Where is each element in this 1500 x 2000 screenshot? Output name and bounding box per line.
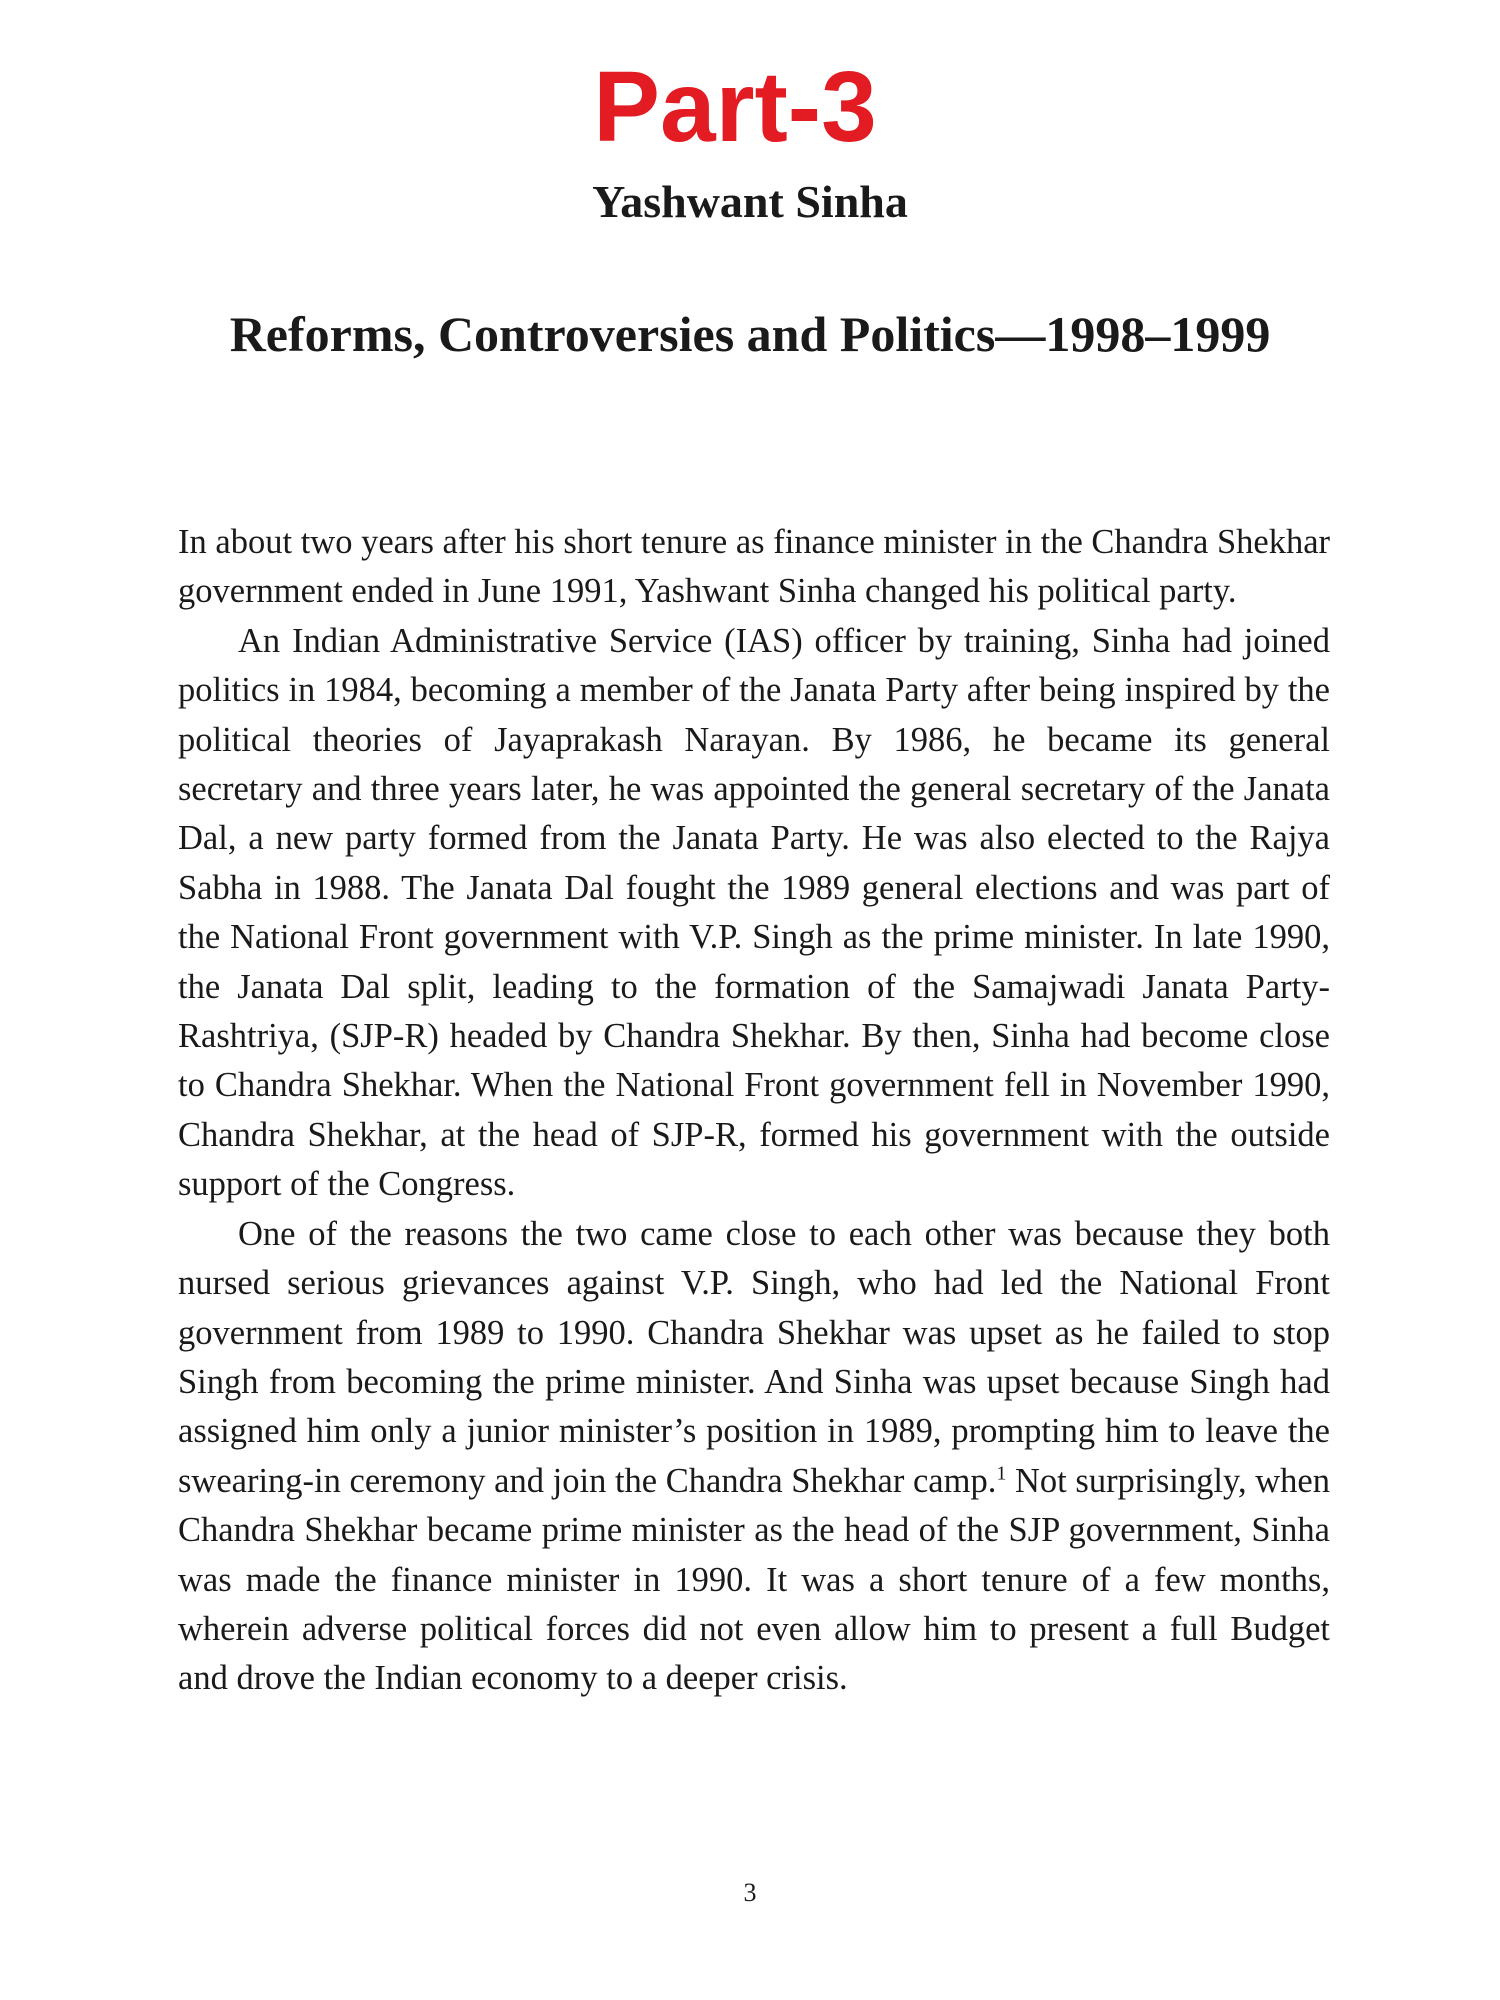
paragraph-3: [178, 1210, 1330, 1704]
paragraph-3-text-before-note: One of the reasons the two came close to each other was because they both nursed serious grievances against V.P. Singh, who had led the National Front government from 1989 to 1990. Chandra Shekhar was upset as he failed to stop Singh from becoming the prime minister. And Sinha was upset because Singh had assigned him only a junior minister’s position in 1989, prompting him to leave the swearing-in ceremony and join the Chandra Shekhar camp.: [178, 1214, 1330, 1500]
paragraph-2: An Indian Administrative Service (IAS) officer by training, Sinha had joined politics in 1984, becoming a member of the Janata Party after being inspired by the political theories of Jayaprakash Narayan. By 1986, he became its general secretary and three years later, he was appointed the general secretary of the Janata Dal, a new party formed from the Janata Party. He was also elected to the Rajya Sabha in 1988. The Janata Dal fought the 1989 general elections and was part of the National Front government with V.P. Singh as the prime minister. In late 1990, the Janata Dal split, leading to the formation of the Samajwadi Janata Party-Rashtriya, (SJP-R) headed by Chandra Shekhar. By then, Sinha had become close to Chandra Shekhar. When the National Front government fell in November 1990, Chandra Shekhar, at the head of SJP-R, formed his government with the outside support of the Congress.: [178, 621, 1330, 1204]
paragraph-3-text-after-note: Not surprisingly, when Chandra Shekhar became prime minister as the head of the SJP government, Sinha was made the finance minister in 1990. It was a short tenure of a few months, wherein adverse political forces did not even allow him to present a full Budget and drove the Indian economy to a deeper crisis.: [178, 1461, 1330, 1698]
body-text: [178, 518, 1330, 1704]
chapter-title: Reforms, Controversies and Politics—1998–1999: [229, 306, 1271, 362]
footnote-reference[interactable]: 1: [996, 1462, 1007, 1485]
author-name: Yashwant Sinha: [592, 176, 908, 227]
page-number: 3: [743, 1878, 757, 1907]
part-title: Part-3: [593, 51, 877, 163]
paragraph-1: In about two years after his short tenure as finance minister in the Chandra Shekhar government ended in June 1991, Yashwant Sinha changed his political party.: [178, 523, 1330, 611]
